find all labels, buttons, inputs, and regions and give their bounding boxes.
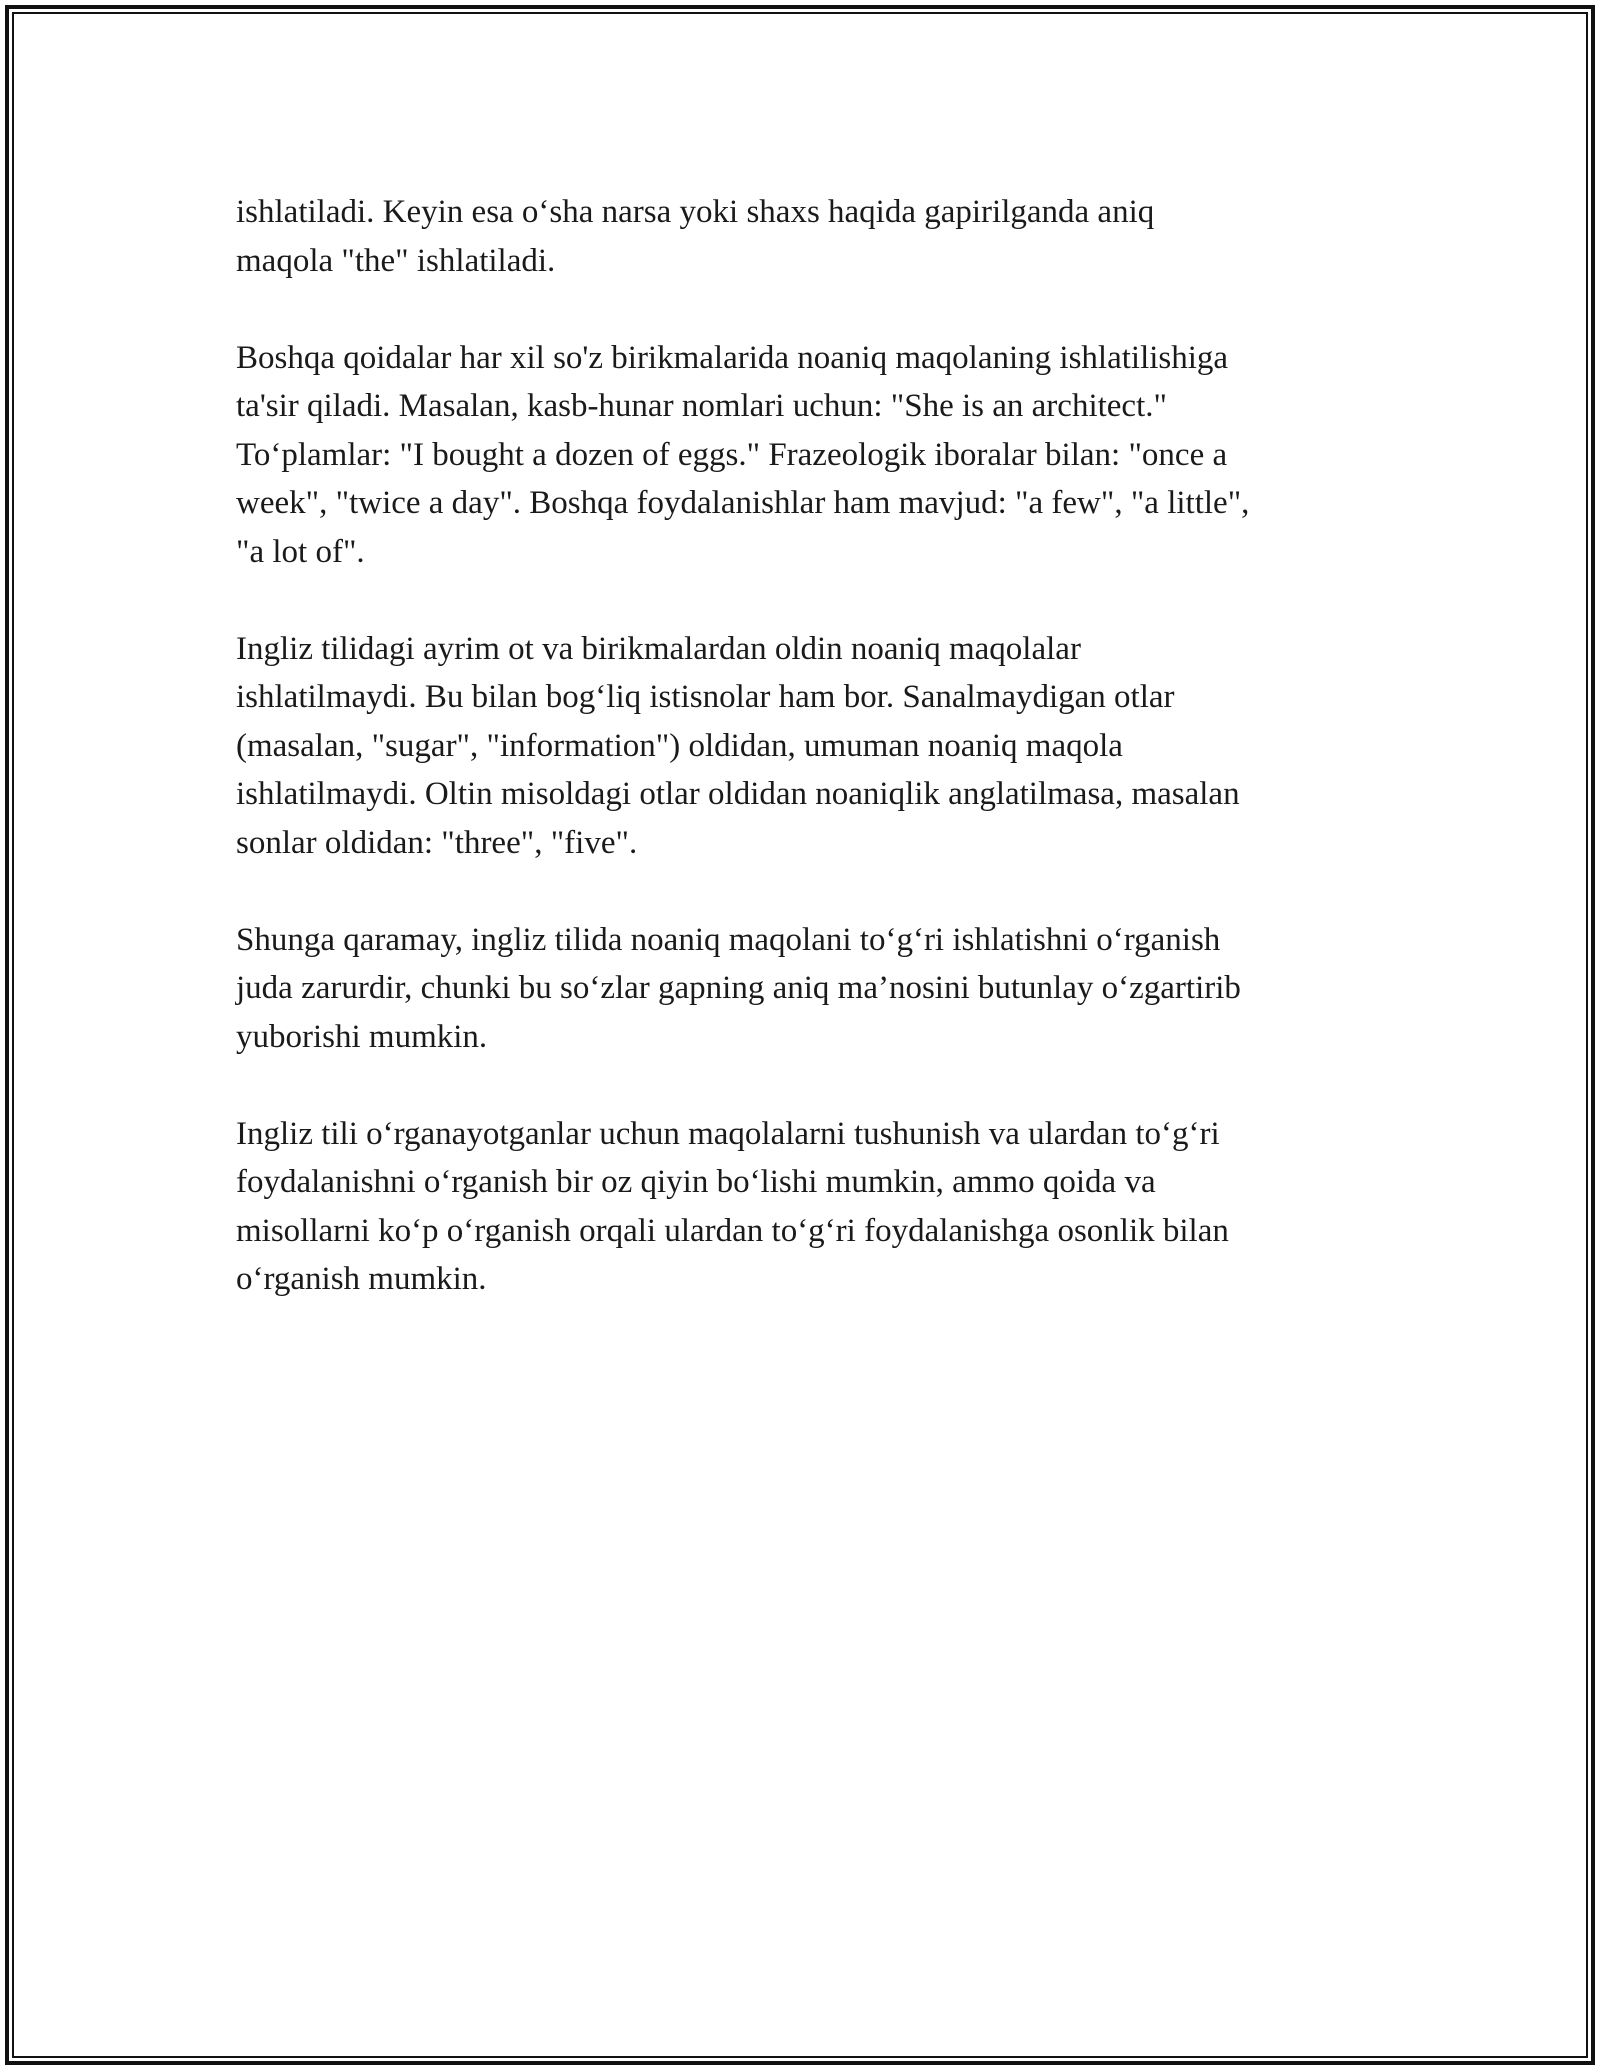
paragraph-2	[236, 334, 1386, 577]
text-line: Ingliz tili o‘rganayotganlar uchun maqolalarni tushunish va ulardan to‘g‘ri	[236, 1115, 1220, 1152]
text-line: ishlatilmaydi. Bu bilan bog‘liq istisnolar ham bor. Sanalmaydigan otlar	[236, 679, 1175, 715]
text-line: juda zarurdir, chunki bu so‘zlar gapning aniq ma’nosini butunlay o‘zgartirib	[236, 970, 1241, 1006]
text-line: "a lot of".	[236, 533, 365, 570]
text-line: Ingliz tilidagi ayrim ot va birikmalardan oldin noaniq maqolalar	[236, 630, 1081, 667]
text-line: o‘rganish mumkin.	[236, 1261, 487, 1297]
text-line: misollarni ko‘p o‘rganish orqali ulardan to‘g‘ri foydalanishga osonlik bilan	[236, 1212, 1229, 1249]
document-body	[236, 188, 1386, 1352]
text-line: ta'sir qiladi. Masalan, kasb-hunar nomlari uchun: "She is an architect."	[236, 388, 1167, 424]
text-line: ishlatilmaydi. Oltin misoldagi otlar oldidan noaniqlik anglatilmasa, masalan	[236, 776, 1240, 812]
text-line: maqola "the" ishlatiladi.	[236, 242, 556, 279]
paragraph-5	[236, 1110, 1386, 1304]
paragraph-1	[236, 188, 1386, 285]
text-line: foydalanishni o‘rganish bir oz qiyin bo‘lishi mumkin, ammo qoida va	[236, 1164, 1156, 1200]
paragraph-4	[236, 916, 1386, 1062]
text-line: ishlatiladi. Keyin esa o‘sha narsa yoki shaxs haqida gapirilganda aniq	[236, 194, 1155, 230]
text-line: (masalan, "sugar", "information") oldidan, umuman noaniq maqola	[236, 727, 1123, 764]
text-line: week", "twice a day". Boshqa foydalanishlar ham mavjud: "a few", "a little",	[236, 485, 1250, 521]
text-line: yuborishi mumkin.	[236, 1018, 488, 1055]
text-line: To‘plamlar: "I bought a dozen of eggs." Frazeologik iboralar bilan: "once a	[236, 436, 1228, 473]
paragraph-3	[236, 625, 1386, 868]
text-line: Shunga qaramay, ingliz tilida noaniq maqolani to‘g‘ri ishlatishni o‘rganish	[236, 921, 1221, 958]
text-line: sonlar oldidan: "three", "five".	[236, 824, 638, 861]
text-line: Boshqa qoidalar har xil so'z birikmalarida noaniq maqolaning ishlatilishiga	[236, 339, 1229, 376]
